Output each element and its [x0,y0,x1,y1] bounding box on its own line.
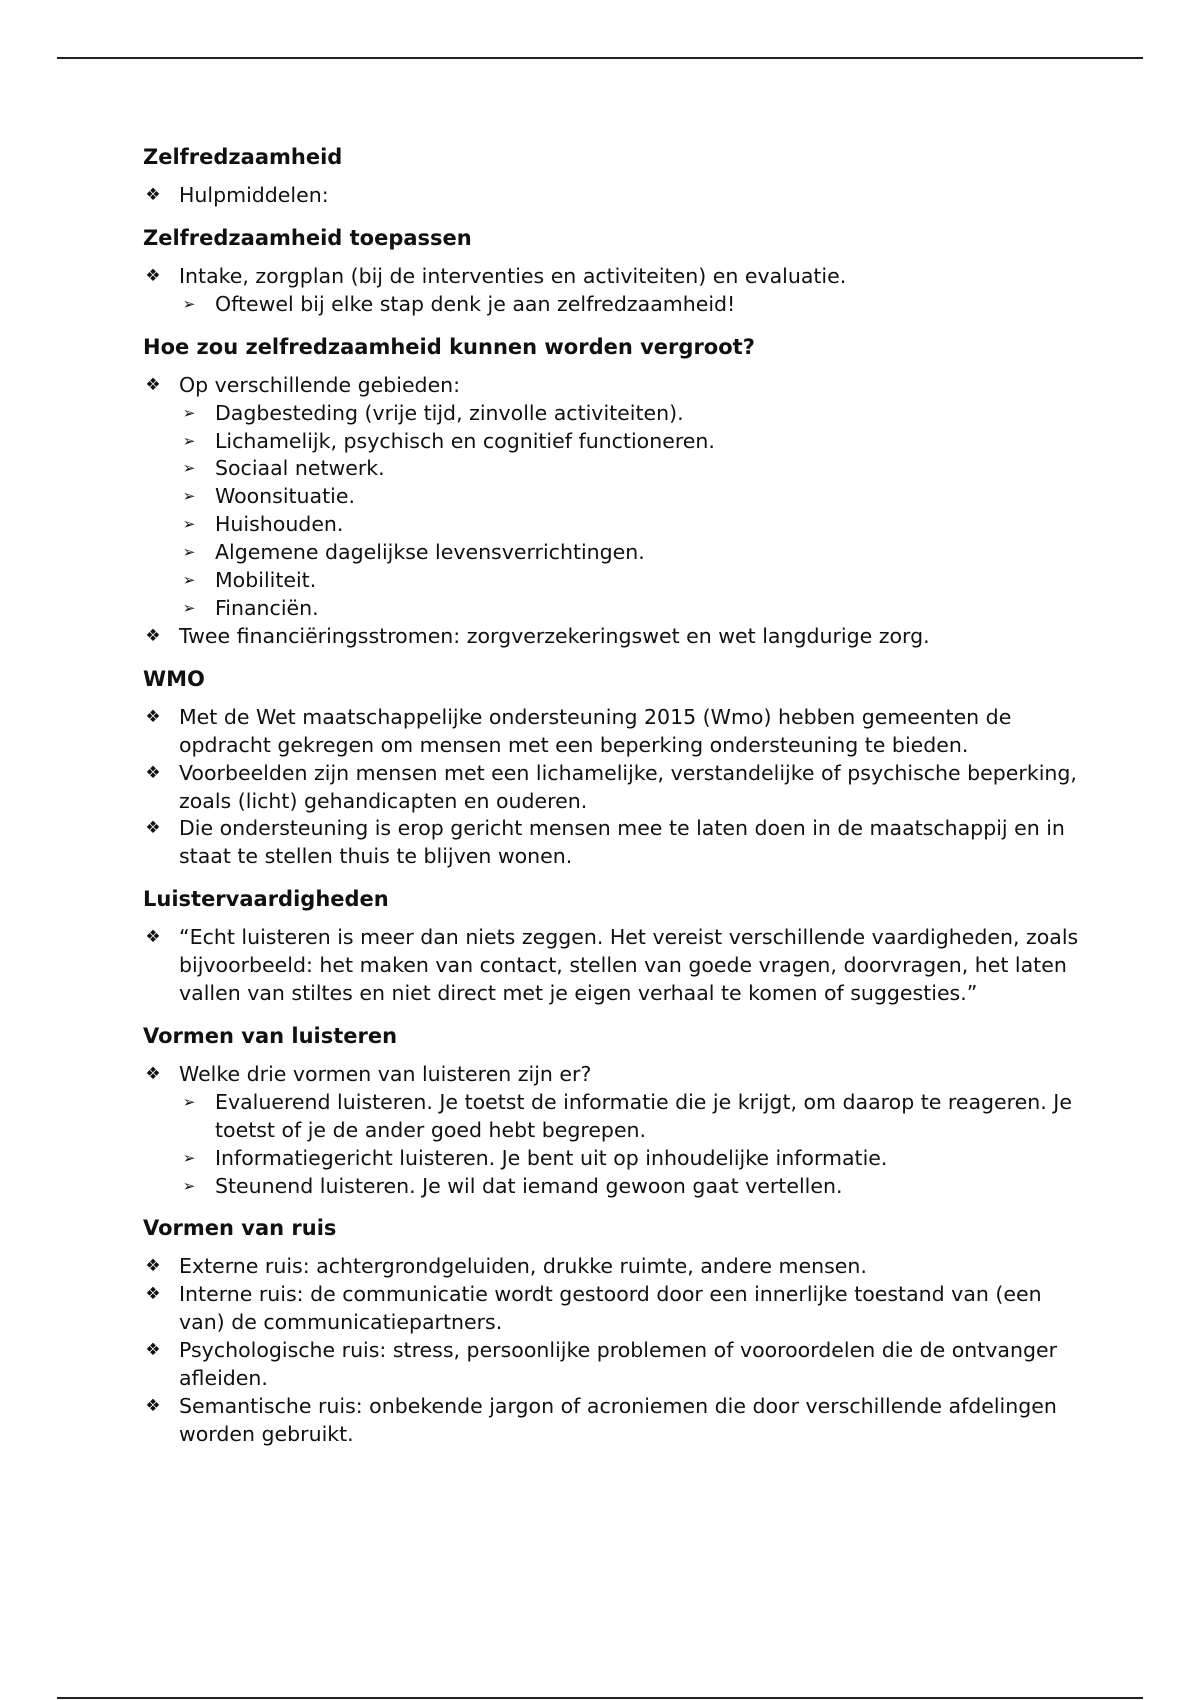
diamond-bullet-icon: ❖ [145,1256,161,1277]
diamond-bullet-icon: ❖ [145,1340,161,1361]
diamond-bullet-icon: ❖ [145,1284,161,1305]
diamond-bullet-icon: ❖ [145,374,161,395]
sub-list-item [179,400,1083,428]
diamond-bullet-icon: ❖ [145,185,161,205]
section [143,665,1083,871]
section [143,143,1083,210]
footer-rule [57,1697,1143,1699]
sub-list-item [179,455,1083,483]
bullet-list [143,182,1083,210]
bullet-list [143,372,1083,651]
arrow-bullet-icon: ➢ [182,459,196,478]
arrow-bullet-icon: ➢ [182,598,196,617]
arrow-bullet-icon: ➢ [182,571,196,590]
list-item [143,182,1083,210]
list-item [143,623,1083,651]
sub-list-item [179,428,1083,456]
list-item [143,760,1083,816]
diamond-bullet-icon: ❖ [145,706,161,727]
sub-list-item [179,1145,1083,1173]
list-item [143,1393,1083,1449]
sub-list-item-text: Mobiliteit. [215,568,317,593]
sub-list-item-text: Informatiegericht luisteren. Je bent uit op inhoudelijke informatie. [215,1145,888,1170]
arrow-bullet-icon: ➢ [182,543,196,562]
section [143,1214,1083,1448]
sub-list-item [179,539,1083,567]
sub-list-item [179,567,1083,595]
section [143,1022,1083,1201]
sub-list-item-text: Financiën. [215,595,319,620]
list-item [143,1337,1083,1393]
list-item-text: Die ondersteuning is erop gericht mensen mee te laten doen in de maatschappij en in staat te stellen thuis te blijven wonen. [179,816,1065,869]
sub-list-item [179,1089,1083,1145]
arrow-bullet-icon: ➢ [182,403,196,422]
section-heading: Luistervaardigheden [143,887,389,912]
section [143,224,1083,319]
list-item [143,372,1083,623]
list-item-text: Op verschillende gebieden: [179,372,461,397]
sub-list [179,291,1083,319]
list-item-text: Psychologische ruis: stress, persoonlijke problemen of vooroordelen die de ontvanger afleiden. [179,1338,1058,1391]
section-heading: Hoe zou zelfredzaamheid kunnen worden vergroot? [143,334,755,359]
sub-list-item [179,595,1083,623]
section-heading: Vormen van luisteren [143,1023,398,1048]
sub-list-item [179,1173,1083,1201]
sub-list-item-text: Algemene dagelijkse levensverrichtingen. [215,540,645,565]
sub-list-item-text: Huishouden. [215,512,344,537]
diamond-bullet-icon: ❖ [145,265,161,286]
list-item [143,924,1083,1008]
sub-list-item-text: Dagbesteding (vrije tijd, zinvolle activiteiten). [215,400,684,425]
arrow-bullet-icon: ➢ [182,487,196,506]
list-item-text: Externe ruis: achtergrondgeluiden, drukke ruimte, andere mensen. [179,1254,867,1279]
list-item [143,1253,1083,1281]
list-item-text: Met de Wet maatschappelijke ondersteuning 2015 (Wmo) hebben gemeenten de opdracht gekregen om mensen met een beperking ondersteuning te bieden. [179,704,1012,757]
arrow-bullet-icon: ➢ [182,1176,196,1195]
header-rule [57,57,1143,59]
diamond-bullet-icon: ❖ [145,625,161,646]
sub-list-item-text: Steunend luisteren. Je wil dat iemand gewoon gaat vertellen. [215,1173,843,1198]
sub-list-item-text: Lichamelijk, psychisch en cognitief functioneren. [215,428,715,453]
section-heading: Vormen van ruis [143,1216,337,1241]
arrow-bullet-icon: ➢ [182,1092,196,1111]
diamond-bullet-icon: ❖ [145,1396,161,1416]
section [143,333,1083,651]
section-heading: WMO [143,666,205,691]
sub-list [179,400,1083,623]
diamond-bullet-icon: ❖ [145,818,161,839]
arrow-bullet-icon: ➢ [182,294,196,313]
list-item-text: Hulpmiddelen: [179,183,329,207]
document-body [143,143,1083,1463]
section-heading: Zelfredzaamheid [143,145,343,169]
list-item [143,704,1083,760]
sub-list-item-text: Woonsituatie. [215,484,355,509]
diamond-bullet-icon: ❖ [145,1063,161,1084]
bullet-list [143,1253,1083,1448]
section [143,885,1083,1008]
diamond-bullet-icon: ❖ [145,762,161,783]
list-item-text: Interne ruis: de communicatie wordt gestoord door een innerlijke toestand van (een van) de communicatiepartners. [179,1282,1042,1335]
sub-list-item [179,511,1083,539]
list-item-text: Semantische ruis: onbekende jargon of acroniemen die door verschillende afdelingen worden gebruikt. [179,1394,1057,1446]
bullet-list [143,263,1083,319]
arrow-bullet-icon: ➢ [182,1148,196,1167]
sub-list-item-text: Sociaal netwerk. [215,456,385,481]
arrow-bullet-icon: ➢ [182,431,196,450]
list-item-text: Twee financiëringsstromen: zorgverzekeringswet en wet langdurige zorg. [179,623,930,648]
list-item-text: Intake, zorgplan (bij de interventies en activiteiten) en evaluatie. [179,263,847,288]
list-item-text: “Echt luisteren is meer dan niets zeggen. Het vereist verschillende vaardigheden, zoals bijvoorbeeld: het maken van contact, stellen van goede vragen, doorvragen, het laten vallen van stiltes en niet direct met je eigen verhaal te komen of suggesties.” [179,925,1079,1006]
sub-list-item [179,483,1083,511]
list-item [143,815,1083,871]
sub-list-item-text: Oftewel bij elke stap denk je aan zelfredzaamheid! [215,291,736,316]
bullet-list [143,924,1083,1008]
bullet-list [143,704,1083,871]
list-item [143,263,1083,319]
list-item [143,1281,1083,1337]
list-item-text: Welke drie vormen van luisteren zijn er? [179,1061,592,1086]
list-item-text: Voorbeelden zijn mensen met een lichamelijke, verstandelijke of psychische beperking, zoals (licht) gehandicapten en ouderen. [179,760,1077,813]
sub-list [179,1089,1083,1201]
sub-list-item [179,291,1083,319]
bullet-list [143,1061,1083,1201]
list-item [143,1061,1083,1201]
diamond-bullet-icon: ❖ [145,927,161,948]
arrow-bullet-icon: ➢ [182,515,196,534]
sub-list-item-text: Evaluerend luisteren. Je toetst de informatie die je krijgt, om daarop te reageren. Je toetst of je de ander goed hebt begrepen. [215,1089,1072,1142]
section-heading: Zelfredzaamheid toepassen [143,225,472,250]
